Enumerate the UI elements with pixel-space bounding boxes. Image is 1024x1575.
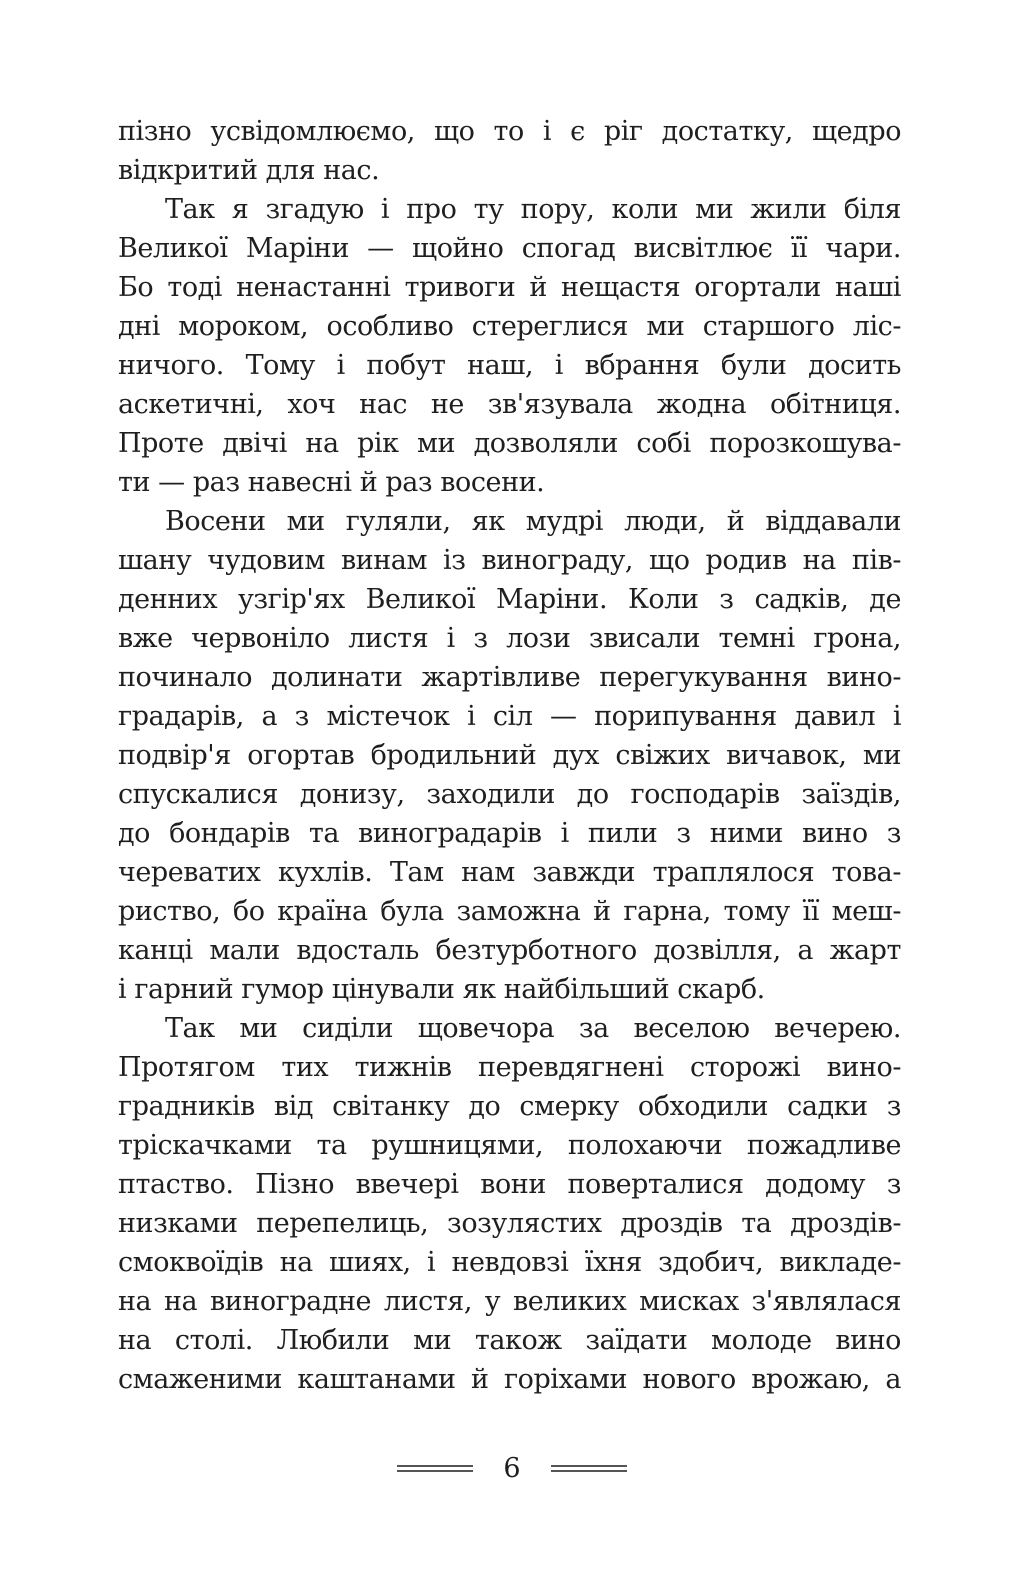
text-line: смаженими каштанами й горіхами нового врожаю, а — [118, 1364, 901, 1395]
text-line: ничого. Тому і побут наш, і вбрання були досить — [118, 350, 901, 381]
footer-rule-right — [551, 1465, 627, 1472]
text-line: вже червоніло листя і з лози звисали темні грона, — [118, 623, 901, 654]
text-line: Проте двічі на рік ми дозволяли собі порозкошува- — [118, 428, 901, 459]
text-line: градників від світанку до смерку обходили садки з — [118, 1091, 901, 1122]
text-line: на столі. Любили ми також заїдати молоде вино — [118, 1325, 901, 1356]
text-line: Великої Маріни — щойно спогад висвітлює її чари. — [118, 233, 901, 264]
text-line: тріскачками та рушницями, полохаючи пожадливе — [118, 1130, 901, 1161]
text-line: шану чудовим винам із винограду, що родив на пів- — [118, 545, 901, 576]
text-line: аскетичні, хоч нас не зв'язувала жодна обітниця. — [118, 389, 901, 420]
text-line: спускалися донизу, заходили до господарів заїздів, — [118, 779, 901, 810]
text-line: низками перепелиць, зозулястих дроздів та дроздів- — [118, 1208, 901, 1239]
paragraph-1 — [118, 112, 901, 190]
text-line: відкритий для нас. — [118, 155, 380, 186]
text-line: подвір'я огортав бродильний дух свіжих вичавок, ми — [118, 740, 901, 771]
text-line: череватих кухлів. Там нам завжди траплялося това- — [118, 857, 901, 888]
text-line: птаство. Пізно ввечері вони поверталися додому з — [118, 1169, 901, 1200]
page-body-text — [118, 112, 901, 1399]
footer-rule-left — [397, 1465, 473, 1472]
text-line: Восени ми гуляли, як мудрі люди, й віддавали — [165, 506, 901, 537]
paragraph-2 — [118, 190, 901, 502]
paragraph-4 — [118, 1009, 901, 1399]
text-line: градарів, а з містечок і сіл — порипування давил і — [118, 701, 901, 732]
text-line: Так я згадую і про ту пору, коли ми жили біля — [165, 194, 901, 225]
text-line: канці мали вдосталь безтурботного дозвілля, а жарт — [118, 935, 901, 966]
text-line: смоквоїдів на шиях, і невдовзі їхня здобич, викладе- — [118, 1247, 901, 1278]
text-line: дні мороком, особливо стереглися ми старшого ліс- — [118, 311, 901, 342]
text-line: і гарний гумор цінували як найбільший скарб. — [118, 974, 765, 1005]
text-line: денних узгір'ях Великої Маріни. Коли з садків, де — [118, 584, 901, 615]
text-line: риство, бо країна була заможна й гарна, тому її меш- — [118, 896, 901, 927]
page-number: 6 — [503, 1452, 521, 1484]
text-line: пізно усвідомлюємо, що то і є ріг достатку, щедро — [118, 116, 901, 147]
text-line: починало долинати жартівливе перегукування вино- — [118, 662, 901, 693]
text-line: Протягом тих тижнів перевдягнені сторожі вино- — [118, 1052, 901, 1083]
text-line: ти — раз навесні й раз восени. — [118, 467, 545, 498]
text-line: на на виноградне листя, у великих мисках з'являлася — [118, 1286, 901, 1317]
text-line: Так ми сиділи щовечора за веселою вечерею. — [165, 1013, 901, 1044]
text-line: до бондарів та виноградарів і пили з ними вино з — [118, 818, 901, 849]
page-footer — [0, 1448, 1024, 1488]
text-line: Бо тоді ненастанні тривоги й нещастя огортали наші — [118, 272, 901, 303]
paragraph-3 — [118, 502, 901, 1009]
